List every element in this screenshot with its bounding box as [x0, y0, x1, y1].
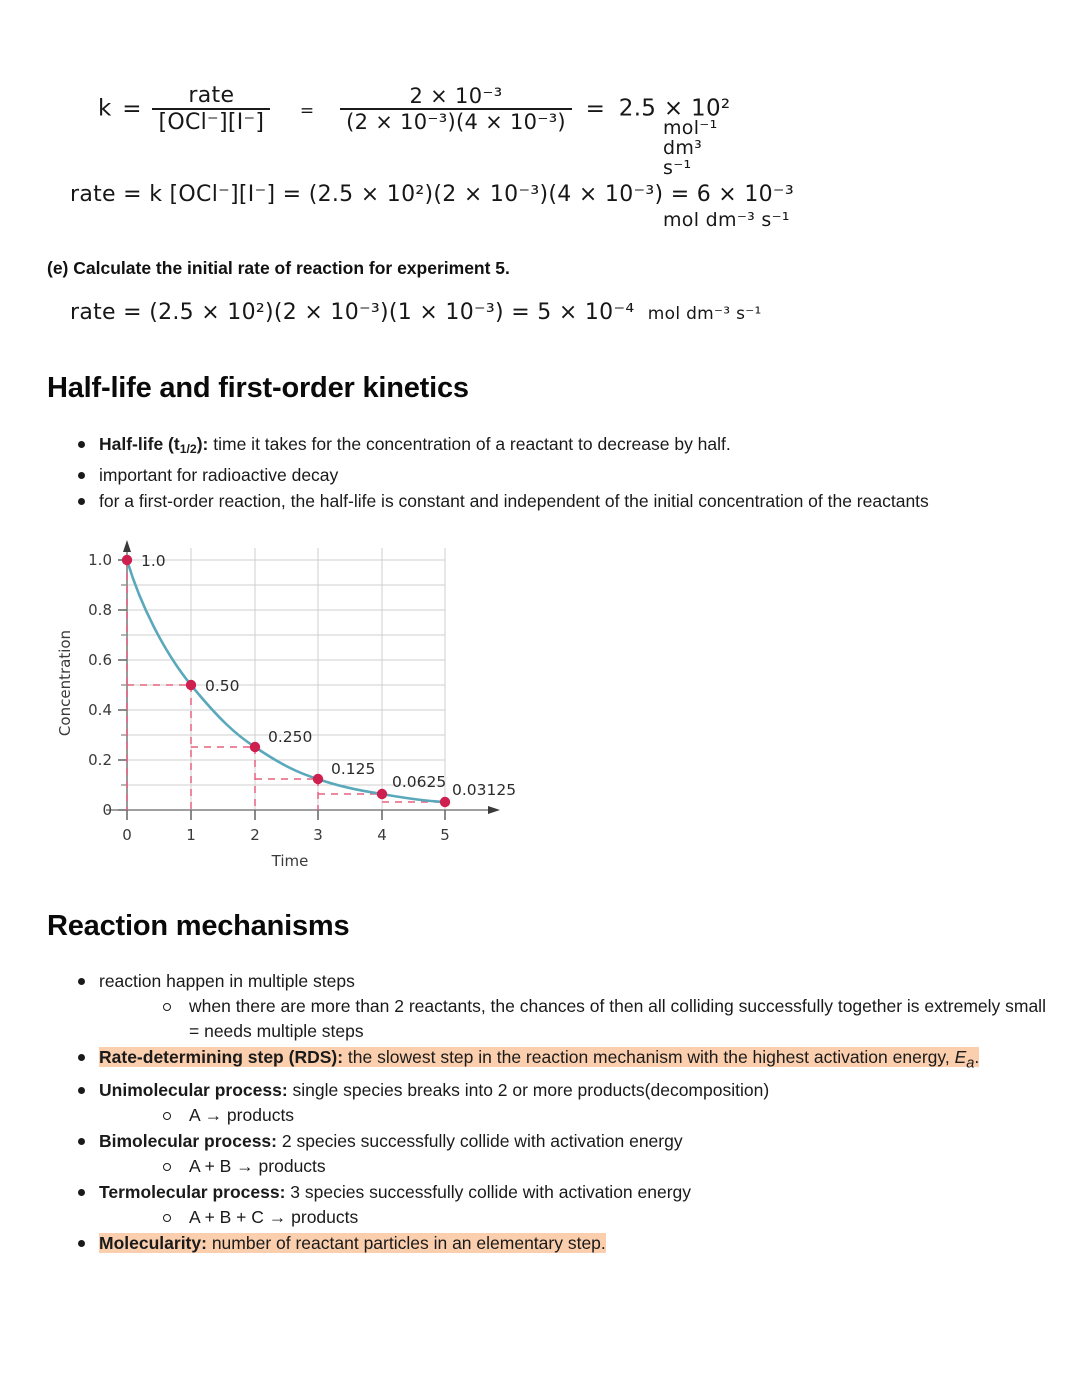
halflife-definition-text: time it takes for the concentration of a reactant to decrease by half. — [208, 434, 731, 454]
data-point-1 — [186, 680, 196, 690]
rate-equation-units: mol dm⁻³ s⁻¹ — [663, 209, 790, 231]
sub-item-chances-colliding: when there are more than 2 reactants, the chances of then all colliding successfully together is extremely small = needs multiple steps — [161, 994, 1055, 1044]
k-result-value: 2.5 × 10² — [618, 95, 731, 122]
rate-equation-line: rate = k [OCl⁻][I⁻] = (2.5 × 10²)(2 × 10⁻³)(4 × 10⁻³) = 6 × 10⁻³ — [70, 182, 794, 207]
halflife-bullet-list — [65, 432, 1055, 515]
list-item-halflife-definition — [65, 432, 1055, 462]
bimolecular-sublist — [99, 1154, 1055, 1179]
x-axis-arrow — [488, 806, 500, 814]
list-item-bimolecular-process — [65, 1129, 1055, 1179]
data-point-4 — [377, 789, 387, 799]
bimolecular-bold-label: Bimolecular process: — [99, 1130, 277, 1151]
y-tick-0.6: 0.6 — [88, 651, 112, 669]
chart-decay-curve — [127, 560, 445, 802]
activation-energy-symbol: E — [954, 1047, 967, 1067]
halflife-bold-suffix: ): — [196, 434, 209, 454]
x-tick-5: 5 — [440, 826, 450, 844]
bimolecular-description: 2 species successfully collide with activation energy — [276, 1130, 683, 1151]
molecularity-bold-label: Molecularity: — [99, 1232, 207, 1253]
k-result-units: mol⁻¹ dm³ s⁻¹ — [663, 117, 718, 179]
handwritten-equation-k — [98, 83, 731, 179]
chart-gridlines-vertical — [127, 548, 445, 810]
sub-item-unimolecular-equation: A → products — [161, 1103, 1055, 1128]
data-point-5 — [440, 797, 450, 807]
data-point-0 — [122, 555, 132, 565]
point-label-1: 0.50 — [205, 677, 240, 695]
halflife-decay-chart — [40, 528, 580, 878]
point-label-4: 0.0625 — [392, 773, 447, 791]
unimolecular-sublist — [99, 1103, 1055, 1128]
y-tick-0: 0 — [102, 801, 112, 819]
numeric-substitution-fraction — [340, 85, 572, 133]
rds-highlight-wrapper — [99, 1047, 980, 1072]
chart-y-axis — [118, 540, 131, 810]
chart-x-axis-title: Time — [271, 852, 309, 870]
chart-data-points — [122, 555, 450, 807]
list-item-termolecular-process — [65, 1180, 1055, 1230]
unimolecular-bold-label: Unimolecular process: — [99, 1079, 288, 1100]
x-tick-0: 0 — [122, 826, 132, 844]
question-e-text: (e) Calculate the initial rate of reaction for experiment 5. — [47, 258, 510, 278]
fraction-denominator-concentrations: [OCl⁻][I⁻] — [158, 110, 265, 136]
y-tick-0.4: 0.4 — [88, 701, 112, 719]
data-point-3 — [313, 774, 323, 784]
list-item-multiple-steps — [65, 969, 1055, 1044]
sub-item-bimolecular-equation: A + B → products — [161, 1154, 1055, 1179]
chart-y-tick-labels — [88, 551, 112, 819]
molecularity-description: number of reactant particles in an elementary step. — [206, 1232, 606, 1253]
multiple-steps-sublist — [99, 994, 1055, 1044]
handwritten-rate-equation — [70, 182, 794, 231]
unimolecular-description: single species breaks into 2 or more products(decomposition) — [287, 1079, 770, 1100]
point-label-5: 0.03125 — [452, 781, 517, 799]
point-label-3: 0.125 — [331, 760, 376, 778]
fraction-denominator-numeric: (2 × 10⁻³)(4 × 10⁻³) — [346, 110, 566, 135]
list-item-first-order-constant: for a first-order reaction, the half-life is constant and independent of the initial concentration of the reactants — [65, 489, 1055, 514]
x-tick-3: 3 — [313, 826, 323, 844]
termolecular-bold-label: Termolecular process: — [99, 1181, 286, 1202]
x-tick-4: 4 — [377, 826, 387, 844]
y-tick-0.8: 0.8 — [88, 601, 112, 619]
y-tick-1.0: 1.0 — [88, 551, 112, 569]
fraction-numerator-rate: rate — [152, 84, 270, 110]
halflife-bold-prefix: Half-life (t — [99, 434, 180, 454]
data-point-2 — [250, 742, 260, 752]
mechanisms-section-heading: Reaction mechanisms — [47, 910, 350, 942]
point-label-0: 1.0 — [141, 552, 166, 570]
chart-x-tick-labels — [122, 826, 450, 844]
rds-description: the slowest step in the reaction mechanism with the highest activation energy, — [343, 1047, 955, 1067]
halflife-subscript: 1/2 — [179, 442, 197, 457]
equals-sign-middle: = — [299, 100, 315, 121]
rate-over-concentrations-fraction — [152, 84, 270, 134]
termolecular-sublist — [99, 1205, 1055, 1230]
chart-x-axis — [106, 806, 500, 820]
rds-bold-label: Rate-determining step (RDS): — [99, 1047, 344, 1067]
point-label-2: 0.250 — [268, 728, 313, 746]
handwritten-experiment5-rate — [70, 300, 762, 325]
list-item-molecularity — [65, 1231, 1055, 1256]
rds-trailing-dot: . — [974, 1047, 980, 1067]
list-item-unimolecular-process — [65, 1078, 1055, 1128]
chart-svg — [40, 528, 580, 878]
chart-y-axis-title: Concentration — [56, 629, 74, 737]
molecularity-highlight-wrapper — [99, 1233, 606, 1253]
sub-item-termolecular-equation: A + B + C → products — [161, 1205, 1055, 1230]
k-symbol: k — [98, 95, 112, 122]
y-axis-arrow — [123, 540, 131, 552]
experiment5-rate-line: rate = (2.5 × 10²)(2 × 10⁻³)(1 × 10⁻³) = 5 × 10⁻⁴ — [70, 300, 635, 325]
equals-sign-1: = — [122, 95, 142, 122]
x-tick-1: 1 — [186, 826, 196, 844]
activation-energy-subscript: a — [966, 1055, 975, 1072]
fraction-numerator-numeric: 2 × 10⁻³ — [340, 85, 572, 110]
experiment5-rate-units: mol dm⁻³ s⁻¹ — [647, 304, 762, 324]
multiple-steps-text: reaction happen in multiple steps — [99, 971, 355, 991]
termolecular-description: 3 species successfully collide with activation energy — [285, 1181, 692, 1202]
list-item-radioactive-decay: important for radioactive decay — [65, 463, 1055, 488]
x-tick-2: 2 — [250, 826, 260, 844]
halflife-section-heading: Half-life and first-order kinetics — [47, 372, 469, 404]
y-tick-0.2: 0.2 — [88, 751, 112, 769]
equals-sign-2: = — [585, 95, 606, 122]
chart-point-labels — [141, 552, 516, 799]
list-item-rate-determining-step — [65, 1045, 1055, 1077]
mechanisms-bullet-list — [65, 969, 1055, 1257]
